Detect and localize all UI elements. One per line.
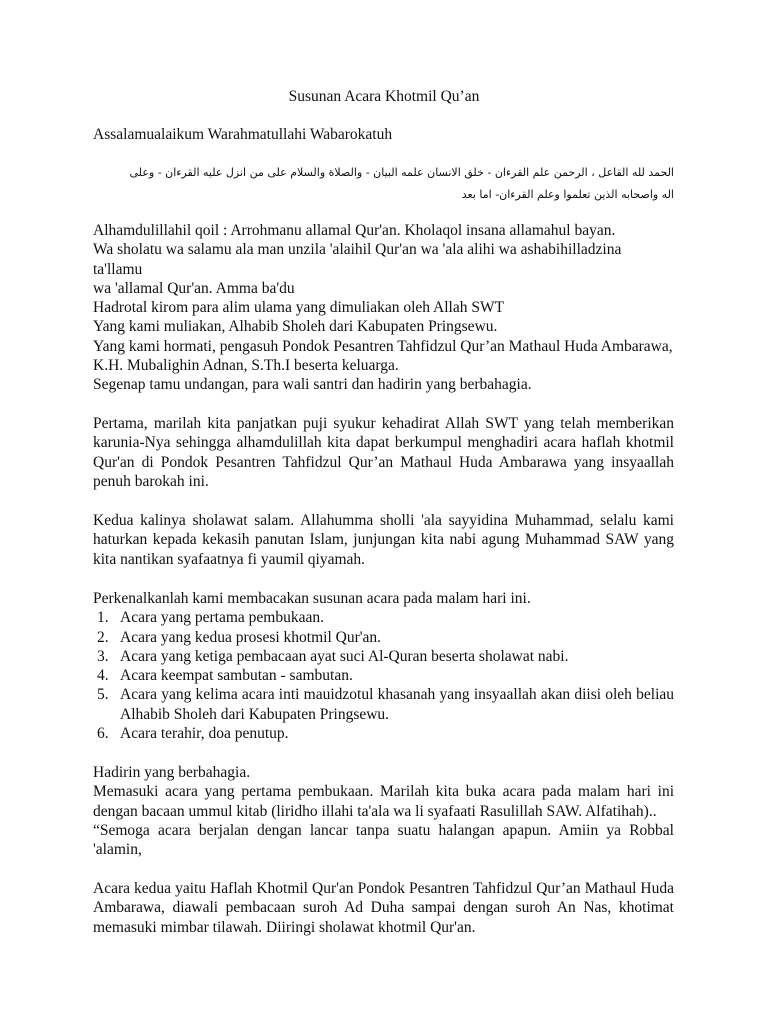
greeting-text: Assalamualaikum Warahmatullahi Wabarokatuh (93, 126, 393, 143)
honors-line-1: Hadrotal kirom para alim ulama yang dimuliakan oleh Allah SWT (93, 299, 505, 316)
agenda-item: 5. Acara yang kelima acara inti mauidzotul khasanah yang insyaallah akan diisi oleh beliau Alhabib Sholeh dari Kabupaten Pringsewu. (97, 686, 674, 723)
honors-line-2: Yang kami muliakan, Alhabib Sholeh dari Kabupaten Pringsewu. (93, 318, 498, 336)
agenda-item: 4. Acara keempat sambutan - sambutan. (97, 667, 353, 685)
paragraph-khotmil-text: Acara kedua yaitu Haflah Khotmil Qur'an Pondok Pesantren Tahfidzul Qur’an Mathaul Huda Ambarawa, diawali pembacaan suroh Ad Duha sampai dengan suroh An Nas, khotimat memasuki mimbar tilawah. Diiringi sholawat khotmil Qur'an. (93, 880, 674, 936)
honors-line-5: Segenap tamu undangan, para wali santri dan hadirin yang berbahagia. (93, 376, 532, 394)
arabic-opening (93, 162, 674, 206)
opening-line-3: wa 'allamal Qur'an. Amma ba'du (93, 279, 295, 297)
paragraph-first-text: Pertama, marilah kita panjatkan puji syukur kehadirat Allah SWT yang telah memberikan karunia-Nya sehingga alhamdulillah kita dapat berkumpul menghadiri acara haflah khotmil Qur'an di Pondok Pesantren Tahfidzul Qur’an Mathaul Huda Ambarawa yang insyaallah penuh barokah ini. (93, 415, 674, 490)
opening-section-greeting: Hadirin yang berbahagia. (93, 764, 251, 781)
honors-line-3: Yang kami hormati, pengasuh Pondok Pesantren Tahfidzul Qur’an Mathaul Huda Ambarawa, (93, 337, 673, 355)
honors-line-4: K.H. Mubalighin Adnan, S.Th.I beserta keluarga. (93, 356, 399, 374)
paragraph-second-text: Kedua kalinya sholawat salam. Allahumma sholli 'ala sayyidina Muhammad, selalu kami haturkan kepada kekasih panutan Islam, junjungan kita nabi agung Muhammad SAW yang kita nantikan syafaatnya fi yaumil qiyamah. (93, 512, 674, 568)
agenda-item: 1. Acara yang pertama pembukaan. (97, 609, 324, 627)
agenda-item: 6. Acara terahir, doa penutup. (97, 725, 289, 743)
opening-section (93, 763, 674, 859)
opening-line-1: Alhamdulillahil qoil : Arrohmanu allamal Qur'an. Kholaqol insana allamahul bayan. (93, 222, 616, 239)
arabic-line-2: اله واصحابه الذين تعلموا وعلم القرءان- اما بعد (461, 188, 674, 201)
agenda-item: 2. Acara yang kedua prosesi khotmil Qur'an. (97, 628, 382, 646)
paragraph-khotmil (93, 879, 674, 937)
opening-section-prayer: “Semoga acara berjalan dengan lancar tanpa suatu halangan apapun. Amiin ya Robbal 'alamin, (93, 821, 674, 859)
greeting (93, 125, 674, 144)
agenda-section (93, 589, 674, 743)
arabic-line-1: الحمد لله القاعل ، الرحمن علم القرءان - خلق الانسان علمه البيان - والصلاة والسلام على من انزل عليه القرءان - وعلى (129, 166, 674, 179)
opening-paragraph (93, 221, 674, 298)
paragraph-second (93, 511, 674, 569)
honors-paragraph (93, 298, 674, 394)
agenda-item: 3. Acara yang ketiga pembacaan ayat suci Al-Quran beserta sholawat nabi. (97, 647, 569, 665)
agenda-intro: Perkenalkanlah kami membacakan susunan acara pada malam hari ini. (93, 590, 531, 607)
paragraph-first (93, 414, 674, 491)
opening-section-paragraph: Memasuki acara yang pertama pembukaan. Marilah kita buka acara pada malam hari ini dengan bacaan ummul kitab (liridho illahi ta'ala wa li syafaati Rasulillah SAW. Alfatihah).. (93, 783, 674, 820)
opening-line-2: Wa sholatu wa salamu ala man unzila 'alaihil Qur'an wa 'ala alihi wa ashabihilladzina ta'llamu (93, 241, 622, 278)
agenda-list (93, 608, 674, 743)
document-title: Susunan Acara Khotmil Qu’an (288, 88, 480, 105)
